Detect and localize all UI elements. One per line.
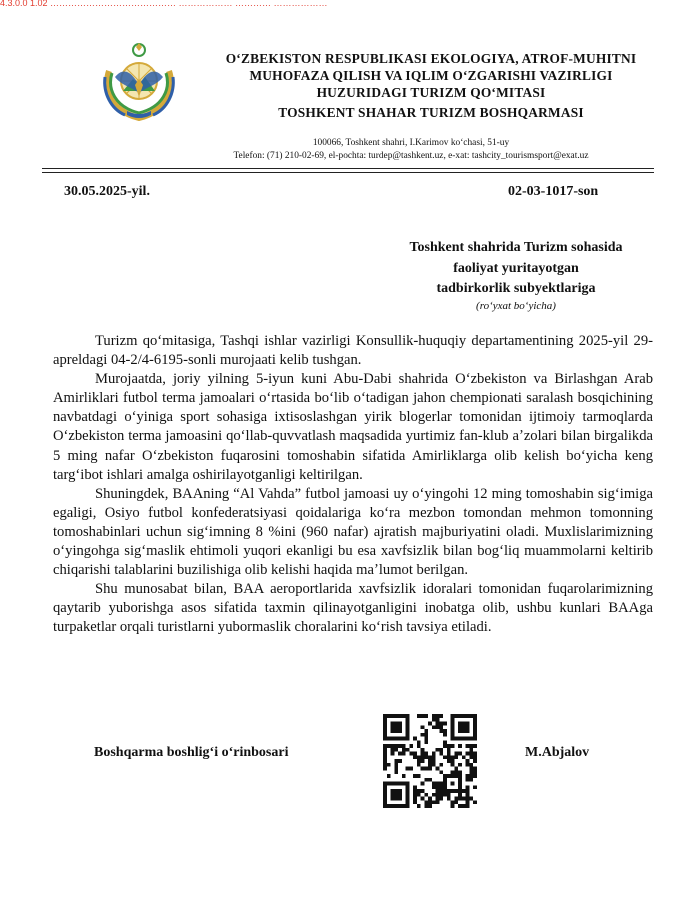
document-number: 02-03-1017-son — [508, 184, 599, 199]
document-date: 30.05.2025-yil. — [64, 184, 150, 199]
header-divider-thin — [42, 172, 654, 173]
letter-body — [53, 332, 653, 638]
signatory-position: Boshqarma boshligʻi oʻrinbosari — [94, 745, 289, 760]
ministry-line-3: HUZURIDAGI TURIZM QOʻMITASI — [316, 85, 546, 100]
addressee-block — [384, 238, 648, 300]
addressee-note: (roʻyxat boʻyicha) — [476, 300, 556, 312]
paragraph-3: Shuningdek, BAAning “Al Vahda” futbol jamoasi uy oʻyingohi 12 ming tomoshabin sigʻimiga egaligi, Osiyo futbol konfederatsiyasi qoidalariga koʻra mezbon tomondan mehmon tomonning tomoshabinlari uchun sigʻimning 8 %ini (960 nafar) ajratish majburiyatini oladi. Muxlislarimizning oʻyingohga sigʻmaslik ehtimoli yuqori ekanligi bu esa xavfsizlik bilan bogʻliq muammolarni keltirib chiqarishi talablarini buzilishiga olib kelishi haqida maʼlumot berilgan. — [53, 485, 653, 579]
signatory-name: M.Abjalov — [525, 745, 590, 760]
addressee-line-2: faoliyat yuritayotgan — [453, 260, 579, 276]
department-name: TOSHKENT SHAHAR TURIZM BOSHQARMASI — [278, 105, 584, 120]
header-divider-thick — [42, 168, 654, 169]
state-emblem-icon — [101, 41, 177, 121]
addressee-line-3: tadbirkorlik subyektlariga — [436, 281, 596, 296]
paragraph-1: Turizm qoʻmitasiga, Tashqi ishlar vazirligi Konsullik-huquqiy departamentining 2025-yil 29-apreldagi 04-2/4-6195-sonli murojaati kelib tushgan. — [53, 333, 653, 369]
qr-code-icon — [383, 714, 477, 808]
address-line: 100066, Toshkent shahri, I.Karimov koʻchasi, 51-uy — [312, 138, 510, 148]
paragraph-2: Murojaatda, joriy yilning 5-iyun kuni Abu-Dabi shahrida Oʻzbekiston va Birlashgan Arab Amirliklari futbol terma jamoalari oʻrtasida boʻlib oʻtadigan jahon chempionati saralash bosqichining navbatdagi oʻyiniga sport sohasiga ixtisoslashgan yirik blogerlar tomonidan ijtimoiy tarmoqlarda Oʻzbekiston terma jamoasini qoʻllab-quvvatlash maqsadida yurtimiz fan-klub aʼzolari bilan birgalikda 5 ming nafar Oʻzbekiston fuqarosini tomoshabin sifatida Amirliklarga olib kelish boʻyicha keng targʻibot ishlari amalga oshirilayotganligi keltirilgan. — [53, 371, 653, 483]
ministry-line-1: OʻZBEKISTON RESPUBLIKASI EKOLOGIYA, ATROF-MUHITNI — [225, 51, 637, 66]
paragraph-4: Shu munosabat bilan, BAA aeroportlarida xavfsizlik idoralari tomonidan fuqarolarimizning qaytarib yuborishga asos sifatida taxmin qilinayotganligini inobatga olib, ushbu kunlari BAAga turpaketlar orqali turistlarni yubormaslik choralarini koʻrish tavsiya etiladi. — [53, 581, 653, 636]
ministry-line-2: MUHOFAZA QILISH VA IQLIM OʻZGARISHI VAZIRLIGI — [249, 68, 613, 83]
addressee-line-1: Toshkent shahrida Turizm sohasida — [409, 240, 623, 255]
ministry-name — [196, 50, 666, 101]
contacts-line: Telefon: (71) 210-02-69, el-pochta: turdep@tashkent.uz, e-xat: tashcity_tourismsport@exat.uz — [233, 151, 589, 161]
top-red-strip: 4.3.0.0 1.02 …………………………………… ……………… ………… ……………… — [0, 0, 328, 8]
